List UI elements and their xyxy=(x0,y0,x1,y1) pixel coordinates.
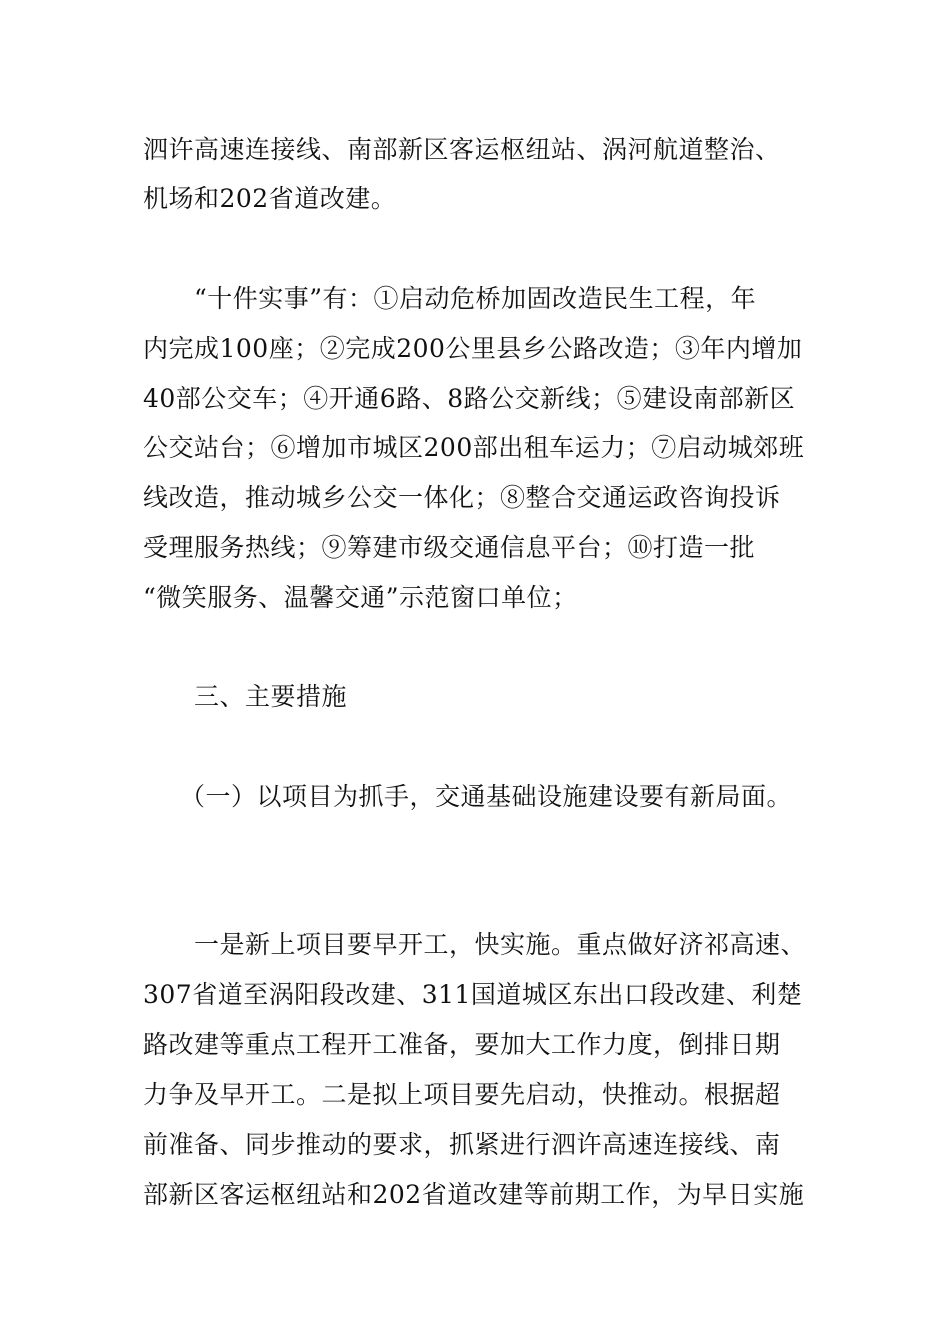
paragraph-2-line-2: 内完成100座；②完成200公里县乡公路改造；③年内增加 xyxy=(143,334,803,363)
subsection-heading: （一）以项目为抓手，交通基础设施建设要有新局面。 xyxy=(180,782,793,811)
paragraph-2-line-1: “十件实事”有：①启动危桥加固改造民生工程，年 xyxy=(194,284,757,313)
paragraph-3-line-1: 一是新上项目要早开工，快实施。重点做好济祁高速、 xyxy=(194,930,807,959)
paragraph-3-line-6: 部新区客运枢纽站和202省道改建等前期工作，为早日实施 xyxy=(143,1180,805,1209)
paragraph-3-line-3: 路改建等重点工程开工准备，要加大工作力度，倒排日期 xyxy=(143,1030,781,1059)
paragraph-1-line-2: 机场和202省道改建。 xyxy=(143,184,397,213)
paragraph-1-line-1: 泗许高速连接线、南部新区客运枢纽站、涡河航道整治、 xyxy=(143,135,781,164)
paragraph-3-line-4: 力争及早开工。二是拟上项目要先启动，快推动。根据超 xyxy=(143,1080,781,1109)
paragraph-2-line-7: “微笑服务、温馨交通”示范窗口单位； xyxy=(143,583,578,612)
paragraph-3-line-2: 307省道至涡阳段改建、311国道城区东出口段改建、利楚 xyxy=(143,980,803,1009)
paragraph-3-line-5: 前准备、同步推动的要求，抓紧进行泗许高速连接线、南 xyxy=(143,1130,781,1159)
paragraph-2-line-5: 线改造，推动城乡公交一体化；⑧整合交通运政咨询投诉 xyxy=(143,483,781,512)
paragraph-2-line-6: 受理服务热线；⑨筹建市级交通信息平台；⑩打造一批 xyxy=(143,533,756,562)
paragraph-2-line-4: 公交站台；⑥增加市城区200部出租车运力；⑦启动城郊班 xyxy=(143,433,805,462)
paragraph-2-line-3: 40部公交车；④开通6路、8路公交新线；⑤建设南部新区 xyxy=(143,384,796,413)
section-heading: 三、主要措施 xyxy=(194,682,348,711)
